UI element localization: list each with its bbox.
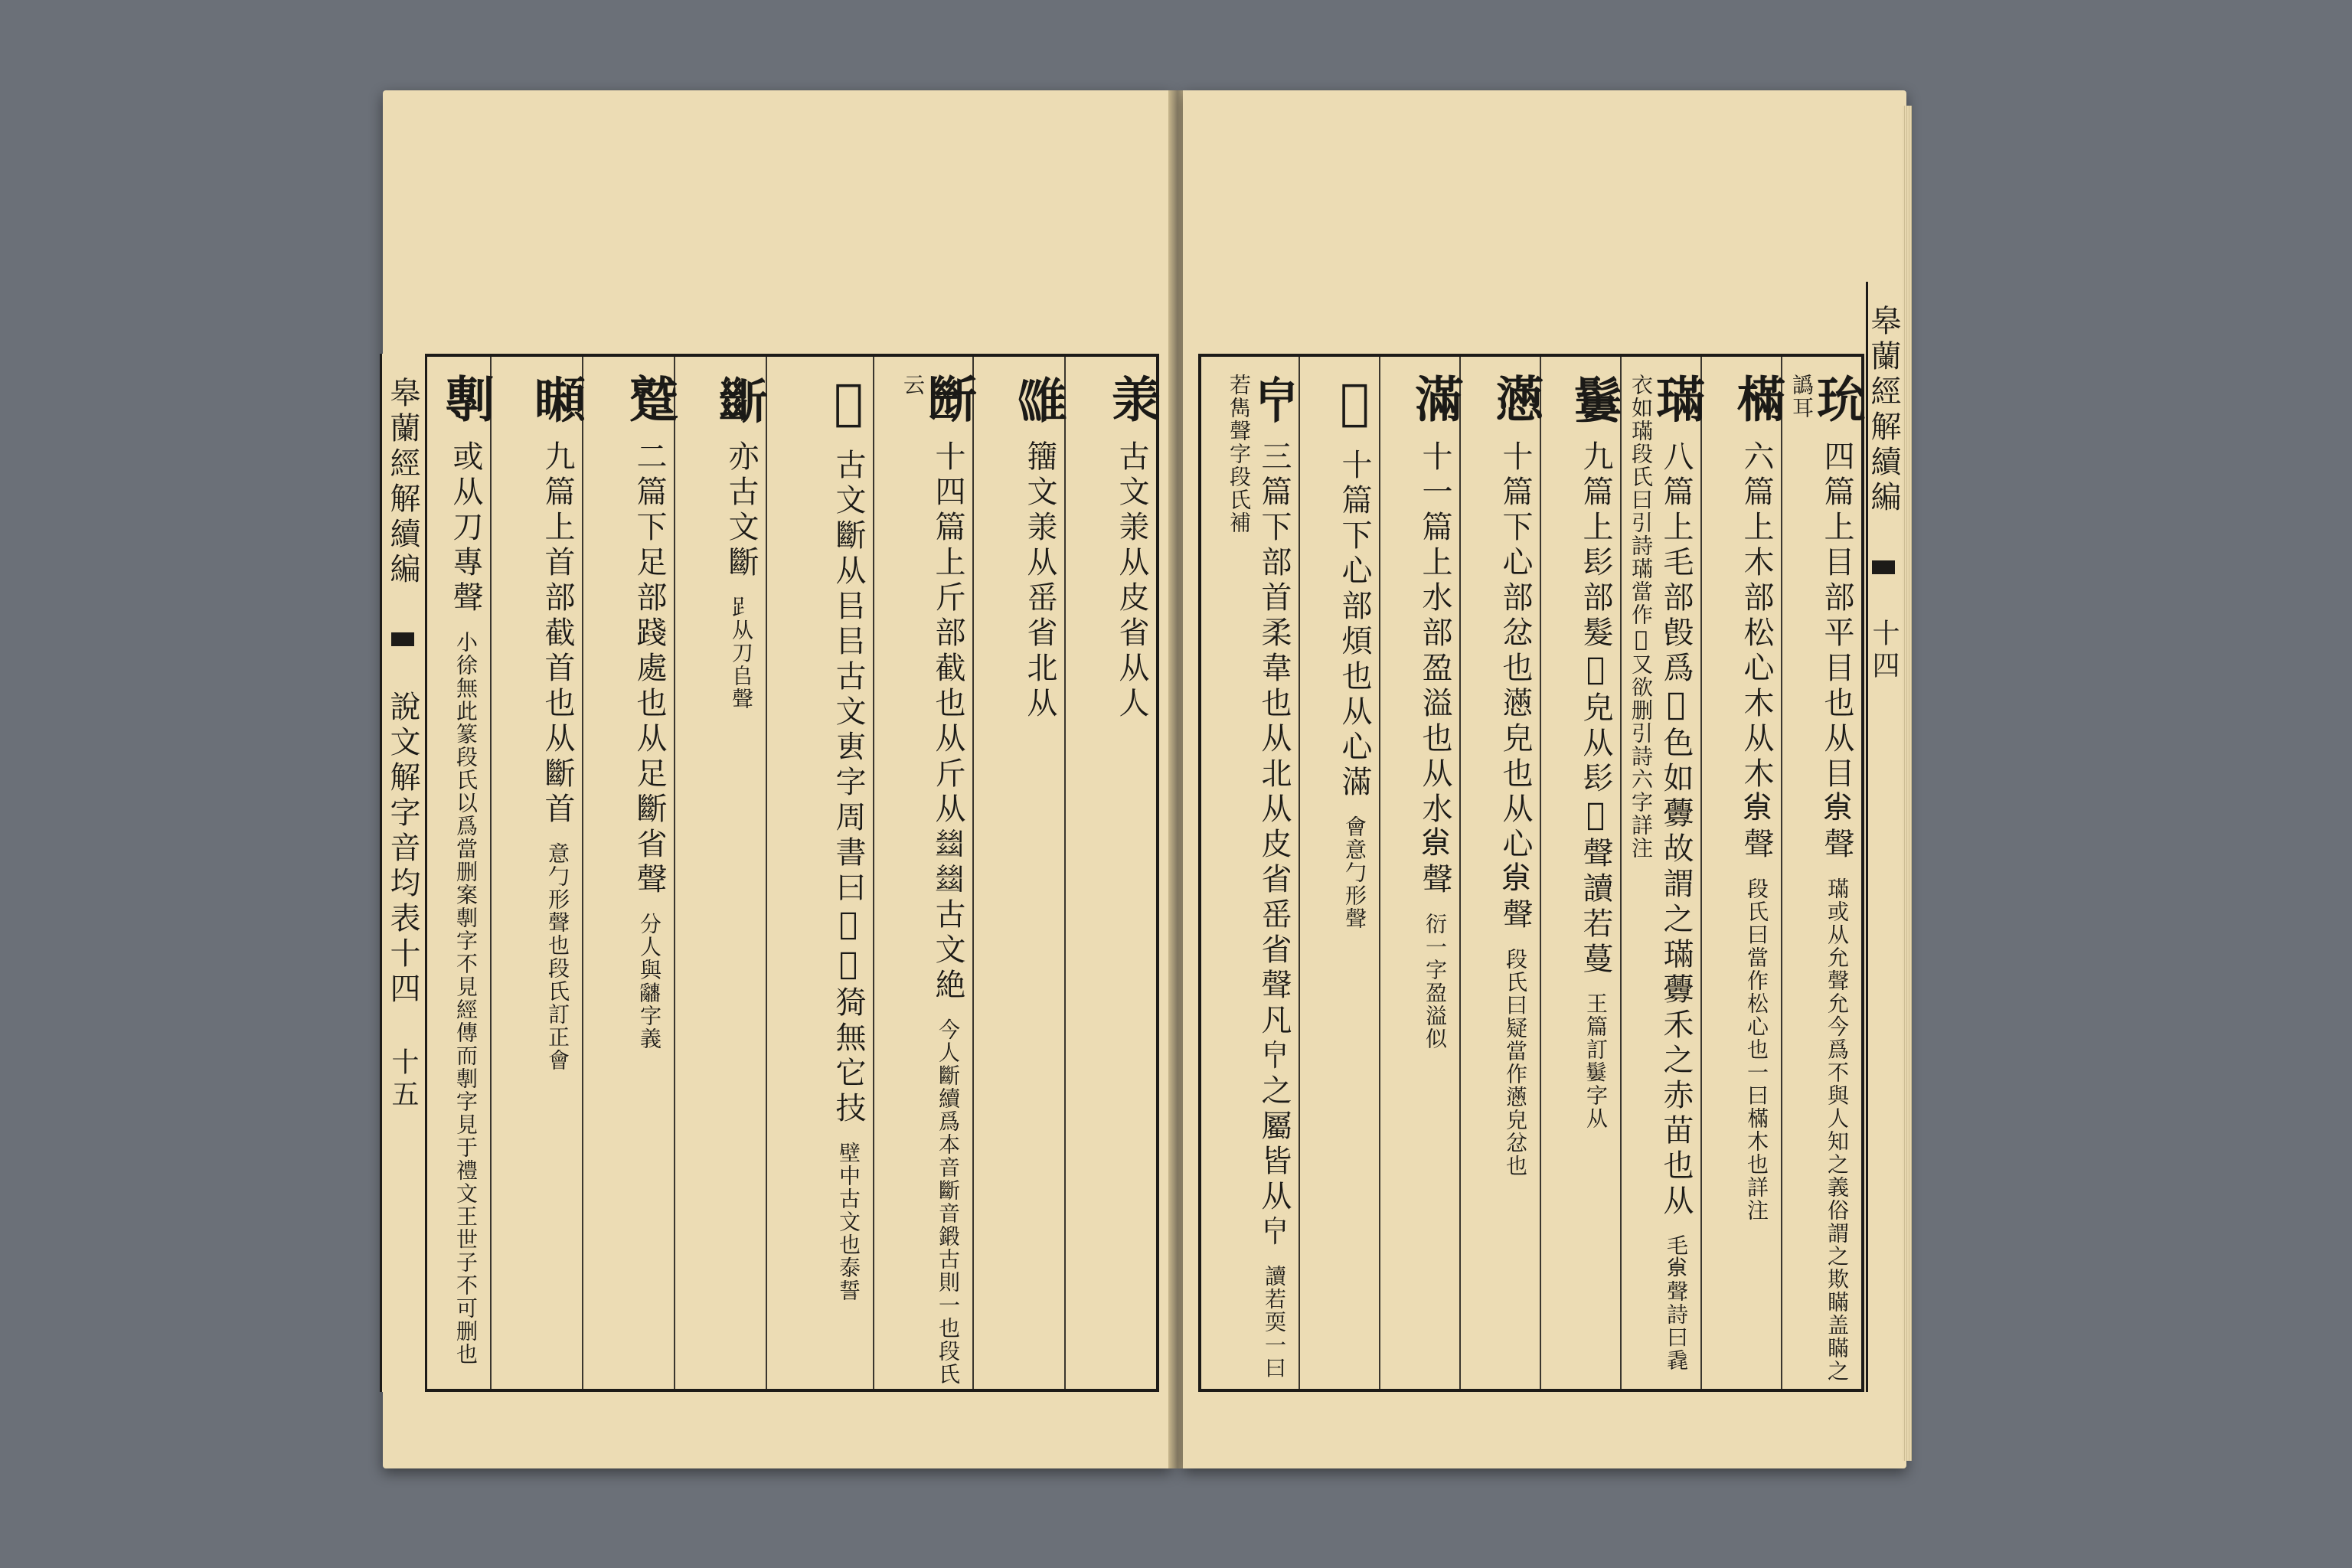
- banner-subtitle: 說文解字音均表十四: [385, 691, 420, 1008]
- column-body: 四篇上目部平目也从目𡭴聲: [1819, 440, 1854, 863]
- right-page: [1183, 90, 1906, 1468]
- column-1: [1064, 357, 1161, 1389]
- column-head: 𩔠: [529, 374, 586, 426]
- column-body: 九篇上髟部髮𩮍皃从髟𡭴聲讀若蔓: [1578, 440, 1613, 978]
- column-head: 樠: [1728, 374, 1785, 426]
- right-text-frame: [1198, 354, 1864, 1392]
- column-2: [1700, 357, 1785, 1389]
- column-head: 剸: [437, 374, 495, 426]
- column-body: 亦古文斷: [724, 440, 759, 581]
- column-note: 衍一字盈溢似: [1423, 913, 1448, 1050]
- column-note: 今人斷續爲本音斷音鍛古則一也段氏云: [900, 374, 961, 1386]
- column-6: [582, 357, 678, 1389]
- banner-title: 皋蘭經解續編: [385, 377, 420, 588]
- column-4: [766, 357, 877, 1389]
- column-head: 滿: [1406, 374, 1464, 426]
- column-head: 璊: [1648, 374, 1705, 426]
- column-body: 六篇上木部松心木从木𡭴聲: [1739, 440, 1774, 863]
- column-body: 古文斷从㠯㠯古文叀字周書曰𠢸𠢸猗無它技: [831, 449, 866, 1127]
- column-8: [1201, 357, 1303, 1389]
- open-book: [383, 90, 1906, 1476]
- column-head: 𣃔: [713, 374, 770, 426]
- column-head: 蹵: [621, 374, 678, 426]
- column-body: 古文𣴎从皮省从人: [1114, 440, 1149, 722]
- left-page: [383, 90, 1171, 1468]
- column-body: 八篇上毛部㲃爲𦁡色如虋故謂之璊虋禾之赤苗也从: [1658, 440, 1694, 1220]
- column-5: [1459, 357, 1544, 1389]
- column-6: [1379, 357, 1464, 1389]
- fishtail-mark-icon: [1872, 560, 1895, 574]
- column-7: [490, 357, 586, 1389]
- column-note: 壁中古文也泰誓: [836, 1142, 861, 1302]
- left-center-banner: [380, 354, 427, 1392]
- column-note: 𧾷从刀𠂤聲: [729, 596, 754, 710]
- column-note: 段氏曰當作松心也一曰樠木也詳注: [1744, 877, 1769, 1222]
- right-folio: 十四: [1868, 619, 1900, 683]
- column-body: 或从刀專聲: [448, 440, 483, 616]
- right-center-banner: [1866, 282, 1906, 1392]
- column-note: 毛𡭴聲詩曰毳衣如璊段氏曰引詩璊當作𤥉又欲删引詩六字詳注: [1628, 374, 1689, 1372]
- column-note: 段氏曰疑當作懣皃忿也: [1503, 948, 1528, 1178]
- column-note: 分人與𤕌字義: [637, 913, 662, 1050]
- column-7: [1298, 357, 1383, 1389]
- column-body: 十篇下心部忿也懣皃也从心𡭴聲: [1498, 440, 1533, 933]
- column-note: 小徐無此篆段氏以爲當删案剸字不見經傳而剸字見于禮文王世子不可删也: [453, 631, 479, 1366]
- fishtail-mark-icon: [391, 632, 414, 646]
- column-body: 籒文𣴎从䍃省北从: [1022, 440, 1057, 722]
- column-3: [1620, 357, 1705, 1389]
- column-note: 璊或从允聲允今爲不與人知之義俗謂之欺瞞盖瞞之譌耳: [1789, 374, 1850, 1383]
- column-2: [972, 357, 1069, 1389]
- column-head: 懣: [1487, 374, 1544, 426]
- column-head: 𣴎: [1103, 374, 1161, 426]
- banner-title: 皋蘭經解續編: [1866, 305, 1901, 516]
- column-4: [1540, 357, 1625, 1389]
- column-body: 二篇下足部踐處也从足斷省聲: [632, 440, 667, 898]
- page-edges: [1903, 106, 1912, 1461]
- column-1: [1781, 357, 1866, 1389]
- column-note: 意勹形聲也段氏訂正會: [545, 842, 570, 1072]
- column-body: 十篇下心部煩也从心滿: [1337, 449, 1372, 801]
- column-body: 十四篇上斤部截也从斤从𢇍𢇍古文絶: [930, 440, 965, 1004]
- column-3: [873, 357, 977, 1389]
- column-head: 玧: [1808, 374, 1866, 426]
- left-folio: 十五: [387, 1047, 419, 1112]
- column-head: 𤼽: [1246, 374, 1303, 426]
- column-head: 𢝩: [1326, 374, 1383, 434]
- column-head: 𩯁: [1567, 374, 1625, 426]
- left-text-frame: [389, 354, 1159, 1392]
- column-body: 十一篇上水部盈溢也从水𡭴聲: [1417, 440, 1452, 898]
- column-note: 讀若耎一曰若雋聲字段氏補: [1227, 374, 1287, 1380]
- column-5: [674, 357, 770, 1389]
- column-head: 𡿾: [1011, 374, 1069, 426]
- column-note: 王篇訂𩯁字从: [1583, 992, 1609, 1130]
- column-head: 𠢸: [820, 374, 877, 434]
- column-body: 三篇下部首柔韋也从北从皮省䍃省聲凡𤼽之屬皆从𤼽: [1256, 440, 1292, 1250]
- column-head: 㫁: [920, 374, 977, 426]
- column-note: 會意勹形聲: [1342, 815, 1367, 930]
- column-body: 九篇上首部截首也从斷首: [540, 440, 575, 828]
